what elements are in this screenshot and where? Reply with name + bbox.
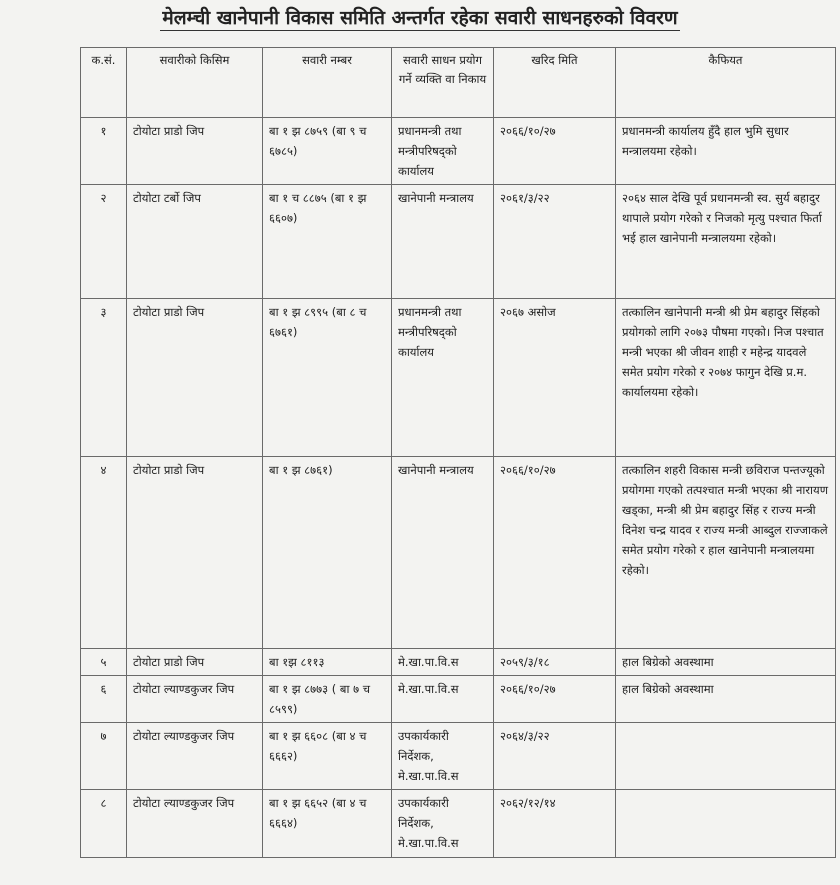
cell-vehicle-type: टोयोटा प्राडो जिप — [127, 118, 263, 185]
cell-sn: ७ — [81, 723, 127, 790]
cell-remarks — [616, 723, 836, 790]
cell-vehicle-type: टोयोटा ल्याण्डकुजर जिप — [127, 723, 263, 790]
cell-remarks — [616, 790, 836, 858]
cell-purchase-date: २०६६/१०/२७ — [494, 118, 616, 185]
header-remarks: कैफियत — [616, 48, 836, 118]
header-vehicle-type: सवारीको किसिम — [127, 48, 263, 118]
cell-purchase-date: २०६६/१०/२७ — [494, 457, 616, 649]
cell-user: उपकार्यकारी निर्देशक, मे.खा.पा.वि.स — [392, 790, 494, 858]
cell-vehicle-type: टोयोटा प्राडो जिप — [127, 649, 263, 676]
cell-vehicle-number: बा १ झ ८७७३ ( बा ७ च ८५९९) — [263, 676, 392, 723]
cell-sn: ३ — [81, 299, 127, 457]
cell-vehicle-number: बा १ झ ८७५९ (बा ९ च ६७८५) — [263, 118, 392, 185]
vehicle-table — [80, 47, 836, 858]
cell-remarks: हाल बिग्रेको अवस्थामा — [616, 649, 836, 676]
table-row — [81, 118, 836, 185]
cell-remarks: प्रधानमन्त्री कार्यालय हुँदै हाल भुमि सुधार मन्त्रालयमा रहेको। — [616, 118, 836, 185]
cell-purchase-date: २०६७ असोज — [494, 299, 616, 457]
table-row — [81, 457, 836, 649]
cell-sn: १ — [81, 118, 127, 185]
cell-vehicle-number: बा १ झ ८७६१) — [263, 457, 392, 649]
table-header-row — [81, 48, 836, 118]
cell-purchase-date: २०६१/३/२२ — [494, 185, 616, 299]
cell-sn: ४ — [81, 457, 127, 649]
cell-purchase-date: २०६४/३/२२ — [494, 723, 616, 790]
cell-purchase-date: २०६२/१२/१४ — [494, 790, 616, 858]
cell-vehicle-type: टोयोटा प्राडो जिप — [127, 299, 263, 457]
cell-user: खानेपानी मन्त्रालय — [392, 185, 494, 299]
cell-vehicle-type: टोयोटा ल्याण्डकुजर जिप — [127, 676, 263, 723]
cell-remarks: २०६४ साल देखि पूर्व प्रधानमन्त्री स्व. सुर्य बहादुर थापाले प्रयोग गरेको र निजको मृत्यु पश्चात फिर्ता भई हाल खानेपानी मन्त्रालयमा रहेको। — [616, 185, 836, 299]
table-row — [81, 299, 836, 457]
cell-user: उपकार्यकारी निर्देशक, मे.खा.पा.वि.स — [392, 723, 494, 790]
cell-user: प्रधानमन्त्री तथा मन्त्रीपरिषद्को कार्यालय — [392, 299, 494, 457]
document-title-wrap — [0, 4, 840, 30]
header-sn: क.सं. — [81, 48, 127, 118]
header-purchase-date: खरिद मिति — [494, 48, 616, 118]
cell-remarks: हाल बिग्रेको अवस्थामा — [616, 676, 836, 723]
header-vehicle-number: सवारी नम्बर — [263, 48, 392, 118]
table-row — [81, 185, 836, 299]
cell-remarks: तत्कालिन खानेपानी मन्त्री श्री प्रेम बहादुर सिंहको प्रयोगको लागि २०७३ पौषमा गएको। निज पश्चात मन्त्री भएका श्री जीवन शाही र महेन्द्र यादवले समेत प्रयोग गरेको र २०७४ फागुन देखि प्र.म. कार्यालयमा रहेको। — [616, 299, 836, 457]
cell-vehicle-type: टोयोटा टर्बो जिप — [127, 185, 263, 299]
cell-sn: २ — [81, 185, 127, 299]
cell-sn: ५ — [81, 649, 127, 676]
cell-vehicle-number: बा १ झ ६६५२ (बा ४ च ६६६४) — [263, 790, 392, 858]
cell-user: मे.खा.पा.वि.स — [392, 676, 494, 723]
cell-purchase-date: २०६६/१०/२७ — [494, 676, 616, 723]
cell-remarks: तत्कालिन शहरी विकास मन्त्री छविराज पन्तज्यूको प्रयोगमा गएको तत्पश्चात मन्त्री भएका श्री नारायण खड्का, मन्त्री श्री प्रेम बहादुर सिंह र राज्य मन्त्री दिनेश चन्द्र यादव र राज्य मन्त्री आब्दुल राज्जाकले समेत प्रयोग गरेको र हाल खानेपानी मन्त्रालयमा रहेको। — [616, 457, 836, 649]
cell-user: प्रधानमन्त्री तथा मन्त्रीपरिषद्को कार्यालय — [392, 118, 494, 185]
cell-vehicle-number: बा १झ ८११३ — [263, 649, 392, 676]
table-row — [81, 649, 836, 676]
cell-purchase-date: २०५९/३/१८ — [494, 649, 616, 676]
cell-vehicle-type: टोयोटा प्राडो जिप — [127, 457, 263, 649]
table-row — [81, 676, 836, 723]
document-title: मेलम्ची खानेपानी विकास समिति अन्तर्गत रहेका सवारी साधनहरुको विवरण — [162, 7, 678, 29]
table-row — [81, 723, 836, 790]
cell-user: मे.खा.पा.वि.स — [392, 649, 494, 676]
cell-vehicle-type: टोयोटा ल्याण्डकुजर जिप — [127, 790, 263, 858]
cell-sn: ८ — [81, 790, 127, 858]
cell-user: खानेपानी मन्त्रालय — [392, 457, 494, 649]
cell-vehicle-number: बा १ झ ८९९५ (बा ८ च ६७६१) — [263, 299, 392, 457]
cell-vehicle-number: बा १ झ ६६०८ (बा ४ च ६६६२) — [263, 723, 392, 790]
cell-sn: ६ — [81, 676, 127, 723]
cell-vehicle-number: बा १ च ८८७५ (बा १ झ ६६०७) — [263, 185, 392, 299]
header-user: सवारी साधन प्रयोग गर्ने व्यक्ति वा निकाय — [392, 48, 494, 118]
table-row — [81, 790, 836, 858]
